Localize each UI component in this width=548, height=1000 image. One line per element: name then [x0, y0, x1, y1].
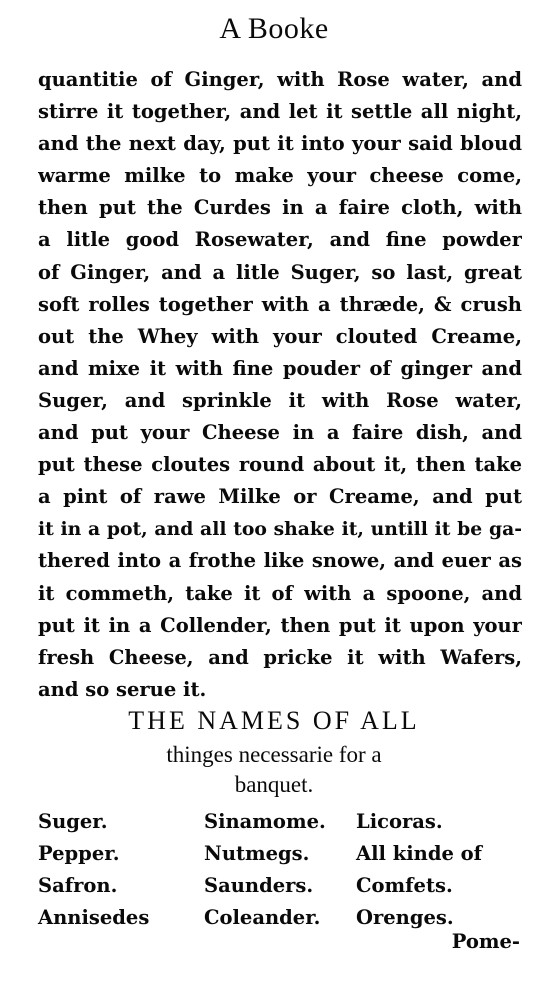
list-item: Comfets. [356, 874, 453, 897]
text-line: fresh Cheese, and pricke it with Wafers, [38, 645, 522, 669]
catchword: Pome- [451, 930, 520, 953]
list-item: Suger. [38, 810, 108, 833]
text-line: of Ginger, and a litle Suger, so last, great [38, 260, 522, 284]
list-item: Pepper. [38, 842, 120, 865]
text-line: and the next day, put it into your said bloud [38, 132, 522, 156]
text-line: Suger, and sprinkle it with Rose water, [38, 388, 522, 412]
list-item: Nutmegs. [204, 842, 310, 865]
list-item: Saunders. [204, 874, 314, 897]
recipe-text-block [38, 64, 522, 706]
section-subheading: banquet. [234, 772, 314, 797]
text-line: out the Whey with your clouted Creame, [38, 324, 522, 348]
text-line: and mixe it with fine pouder of ginger and [38, 356, 522, 380]
text-line: then put the Curdes in a faire cloth, with [38, 196, 522, 220]
items-row [38, 870, 522, 902]
banquet-items-list [38, 806, 522, 934]
text-line: soft rolles together with a thræde, & crush [38, 292, 522, 316]
section-subheading: thinges necessarie for a [166, 742, 382, 767]
items-row [38, 902, 522, 934]
text-line: put it in a Collender, then put it upon your [38, 613, 522, 637]
text-line: warme milke to make your cheese come, [38, 164, 522, 188]
text-line: put these cloutes round about it, then take [38, 453, 522, 477]
text-line: stirre it together, and let it settle all night, [38, 100, 522, 124]
list-item: Safron. [38, 874, 118, 897]
list-item: Sinamome. [204, 810, 326, 833]
running-header: A Booke [219, 12, 329, 45]
text-line: and so serue it. [38, 677, 207, 701]
text-line: quantitie of Ginger, with Rose water, and [38, 68, 522, 91]
list-item: All kinde of [356, 842, 483, 865]
list-item: Orenges. [356, 906, 454, 929]
text-line: a litle good Rosewater, and fine powder [38, 228, 522, 252]
list-item: Annisedes [38, 906, 150, 929]
list-item: Licoras. [356, 810, 443, 833]
text-line: it commeth, take it of with a spoone, and [38, 581, 522, 605]
text-line: a pint of rawe Milke or Creame, and put [38, 485, 522, 509]
text-line: thered into a frothe like snowe, and euer as [38, 549, 522, 573]
text-line: it in a pot, and all too shake it, untill it be ga- [38, 518, 522, 541]
items-row [38, 806, 522, 838]
list-item: Coleander. [204, 906, 321, 929]
section-heading: THE NAMES OF ALL [128, 706, 420, 735]
items-row [38, 838, 522, 870]
text-line: and put your Cheese in a faire dish, and [38, 421, 522, 445]
